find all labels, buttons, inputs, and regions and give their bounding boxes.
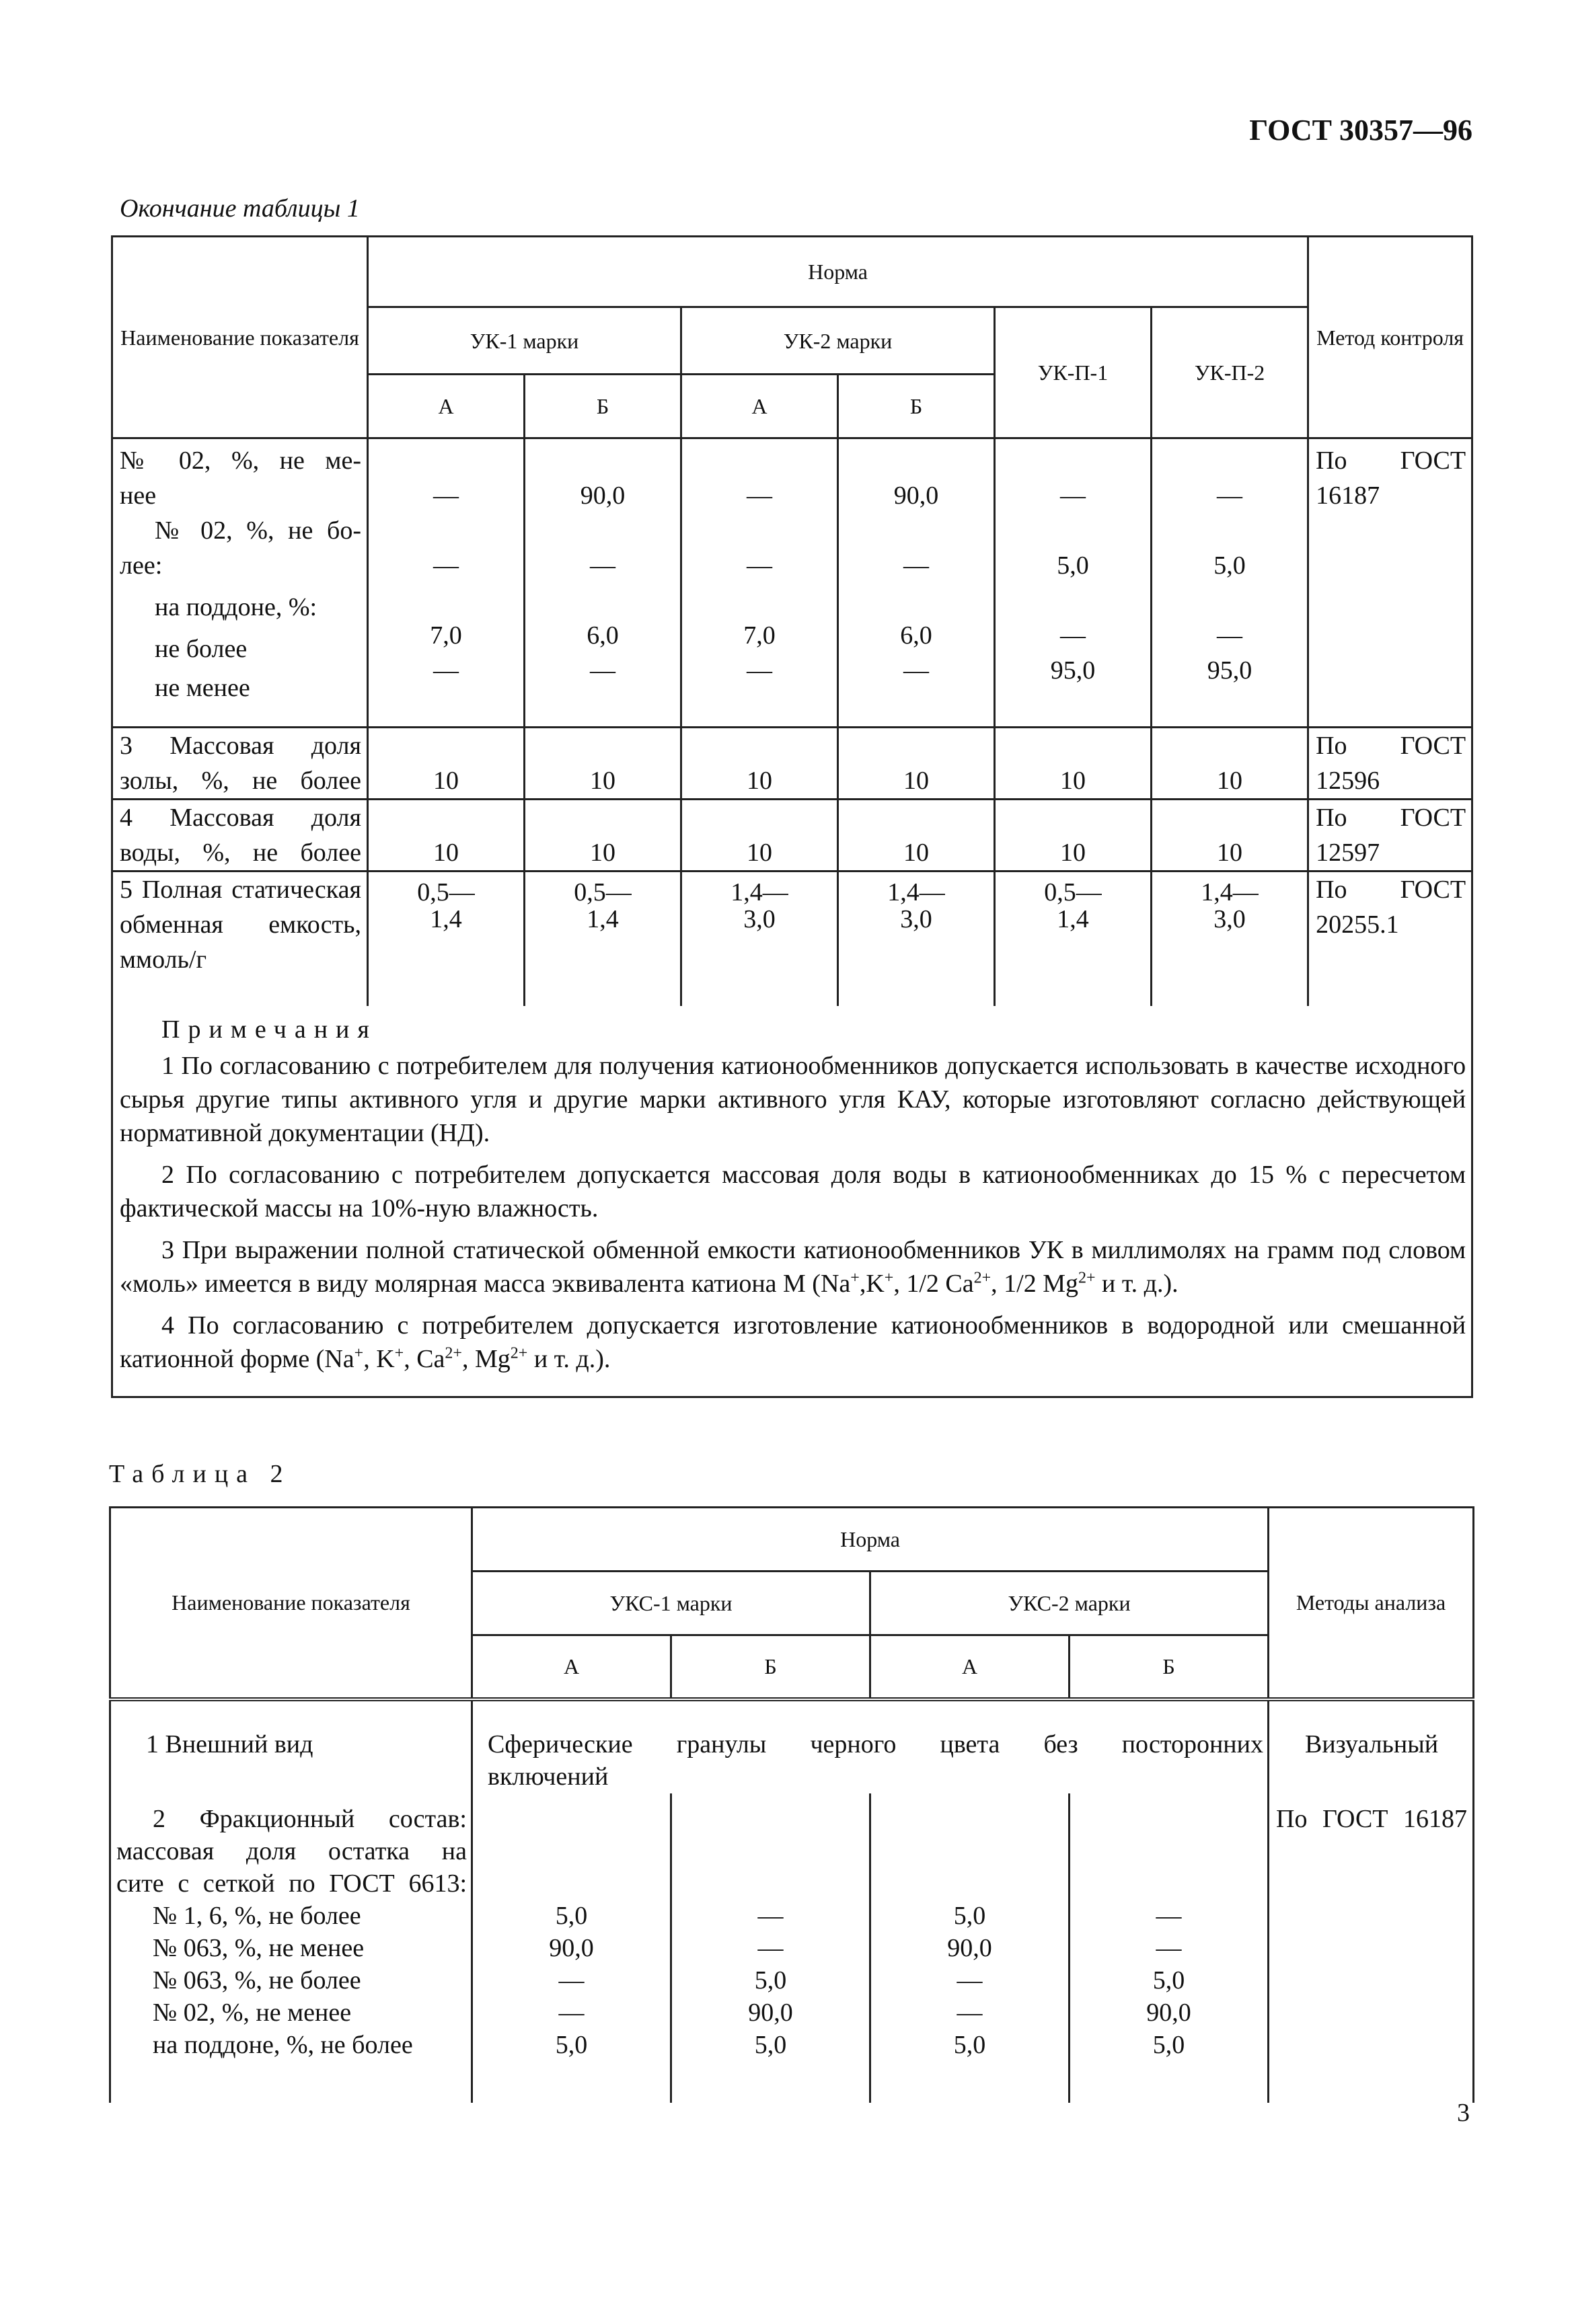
t2-header-uks2-b: Б xyxy=(1070,1635,1269,1699)
t2-value: 90,0 xyxy=(947,1933,992,1962)
t1-value: 6,0 xyxy=(587,621,619,650)
t2-fraction-line: сите с сеткой по ГОСТ 6613: xyxy=(116,1869,467,1898)
t2-value: 5,0 xyxy=(1152,1966,1185,1994)
t1-value: 10 xyxy=(433,767,459,795)
t1-value: 10 xyxy=(1217,767,1243,795)
t1-value: 1,4— xyxy=(887,878,945,906)
t1-value: 5,0 xyxy=(1213,551,1246,580)
t1-row-sieve xyxy=(112,438,1472,728)
t2-header-norm: Норма xyxy=(472,1508,1269,1572)
t2-value: 5,0 xyxy=(1152,2030,1185,2059)
t1-value: — xyxy=(433,656,459,685)
t1-sieve-name-line: не более xyxy=(155,635,248,663)
table-2 xyxy=(109,1506,1474,2103)
t1-sieve-name-line: нее xyxy=(120,481,157,510)
t1-header-method: Метод контроля xyxy=(1308,237,1472,438)
t1-sieve-ukp1 xyxy=(995,438,1152,728)
table-1 xyxy=(111,235,1473,1398)
t2-header-uks1-a: А xyxy=(472,1635,671,1699)
t1-value: 10 xyxy=(747,767,772,795)
t1-method-text: По ГОСТ 16187 xyxy=(1316,447,1466,510)
t2-header-uks2: УКС-2 марки xyxy=(870,1572,1269,1635)
note-3: 3 При выражении полной статической обменной емкости катионообменников УК в миллимолях на грамм под словом «моль» имеется в виду молярная масса эквивалента катиона М (Na+,K+, 1/2 $Ca^{2+}$, 1/2 $Mg^{2+}$ и т. д.). xyxy=(120,1235,1466,1298)
t1-method-text: По ГОСТ 12596 xyxy=(1316,732,1466,795)
note-4: 4 По согласованию с потребителем допускается изготовление катионообменников в водородной или смешанной катионной форме (Na+, K+, $Ca^{2+}$, $Mg^{2+}$ и т. д.). xyxy=(120,1311,1466,1373)
t2-header-uks1: УКС-1 марки xyxy=(472,1572,870,1635)
t1-value: — xyxy=(1217,621,1243,650)
t1-sieve-uk2a xyxy=(681,438,838,728)
t1-header-name: Наименование показателя xyxy=(112,237,368,438)
t1-value: 10 xyxy=(433,839,459,867)
t2-value: — xyxy=(757,1933,784,1962)
t2-sub-name: № 02, %, не менее xyxy=(153,1998,352,2027)
t2-header-uks1-b: Б xyxy=(671,1635,870,1699)
t2-row-appearance xyxy=(110,1699,1474,1793)
t1-value: 10 xyxy=(1217,839,1243,867)
t1-value: — xyxy=(590,551,615,580)
t2-word: черного xyxy=(810,1730,897,1758)
t1-value: — xyxy=(903,656,929,685)
t1-header-uk1: УК-1 марки xyxy=(368,307,681,375)
t1-value: 3,0 xyxy=(1213,905,1246,933)
t1-method-text: По ГОСТ 12597 xyxy=(1316,804,1466,867)
t2-word: Сферические xyxy=(488,1730,633,1758)
table2-title: Таблица 2 xyxy=(109,1460,291,1488)
t1-value: 5,0 xyxy=(1057,551,1089,580)
t2-value: 90,0 xyxy=(549,1933,594,1962)
t1-value: 3,0 xyxy=(743,905,776,933)
t2-header-method: Методы анализа xyxy=(1269,1508,1474,1699)
t2-value: 90,0 xyxy=(748,1998,793,2027)
t1-sieve-uk1a xyxy=(368,438,525,728)
t1-value: 10 xyxy=(747,839,772,867)
t1-value: 1,4 xyxy=(430,905,462,933)
t1-capacity-name: 5 Полная статическая обменная емкость, ммоль/г xyxy=(120,876,361,974)
t2-sub-name: № 1, 6, %, не более xyxy=(153,1901,361,1930)
t1-value: 90,0 xyxy=(580,481,626,510)
t1-value: 90,0 xyxy=(893,481,939,510)
t2-value: — xyxy=(957,1998,983,2027)
t1-value: — xyxy=(747,551,772,580)
t1-value: — xyxy=(590,656,615,685)
t2-word: гранулы xyxy=(676,1730,767,1758)
t2-word: посторонних xyxy=(1121,1730,1263,1758)
t2-value: 5,0 xyxy=(953,2030,986,2059)
t1-value: 0,5— xyxy=(417,878,475,906)
t2-value: — xyxy=(1156,1933,1182,1962)
t2-word: без xyxy=(1043,1730,1078,1758)
standard-code: ГОСТ 30357—96 xyxy=(1249,114,1472,147)
t1-water-name: 4 Массовая доля воды, %, не более xyxy=(120,804,361,867)
t1-value: 1,4 xyxy=(587,905,619,933)
t2-sub-name: № 063, %, не менее xyxy=(153,1933,365,1962)
t1-header-ukp1: УК-П-1 xyxy=(995,307,1152,438)
t1-row-capacity xyxy=(112,872,1472,1006)
t1-value: — xyxy=(433,481,459,510)
t1-value: — xyxy=(1217,481,1243,510)
t1-sieve-method xyxy=(1308,438,1472,728)
t2-header-uks2-a: А xyxy=(870,1635,1070,1699)
t2-appearance-value xyxy=(472,1699,1269,1793)
t2-value: 5,0 xyxy=(754,1966,787,1994)
t2-value: — xyxy=(558,1966,585,1994)
t1-sieve-ukp2 xyxy=(1152,438,1308,728)
t1-value: 0,5— xyxy=(1044,878,1102,906)
t2-value: — xyxy=(957,1966,983,1994)
t2-row-fraction xyxy=(110,1793,1474,2103)
t2-value: 5,0 xyxy=(754,2030,787,2059)
t2-fraction-line: 2 Фракционный состав: xyxy=(153,1804,467,1833)
t1-sieve-name-line: № 02, %, не бо- xyxy=(155,516,361,545)
t1-sieve-uk2b xyxy=(838,438,995,728)
t1-sieve-name-line: на поддоне, %: xyxy=(155,593,317,621)
t1-value: — xyxy=(747,481,772,510)
t2-value: 5,0 xyxy=(555,1901,588,1930)
t1-value: 10 xyxy=(1060,839,1086,867)
t1-method-text: По ГОСТ 20255.1 xyxy=(1316,876,1466,939)
t1-value: — xyxy=(747,656,772,685)
t1-value: — xyxy=(1060,481,1086,510)
t2-header-name: Наименование показателя xyxy=(110,1508,472,1699)
t2-word: цвета xyxy=(940,1730,1000,1758)
t2-value: 5,0 xyxy=(953,1901,986,1930)
t1-header-uk2-b: Б xyxy=(838,375,995,438)
notes-title: Примечания xyxy=(161,1015,377,1044)
t1-value: 6,0 xyxy=(900,621,932,650)
t2-value: 90,0 xyxy=(1146,1998,1191,2027)
t1-row-ash xyxy=(112,728,1472,800)
t1-value: 7,0 xyxy=(430,621,462,650)
t1-value: 3,0 xyxy=(900,905,932,933)
t2-fraction-method: По ГОСТ 16187 xyxy=(1276,1804,1468,1833)
t1-header-uk1-b: Б xyxy=(525,375,681,438)
t1-value: 1,4 xyxy=(1057,905,1089,933)
t2-sub-name: № 063, %, не более xyxy=(153,1966,361,1994)
t1-value: 10 xyxy=(590,767,615,795)
t2-sub-name: на поддоне, %, не более xyxy=(153,2030,413,2059)
t1-sieve-name xyxy=(112,438,368,728)
t1-value: 10 xyxy=(903,839,929,867)
t2-appearance-line2: включений xyxy=(488,1762,609,1791)
t1-sieve-name-line: лее: xyxy=(120,551,163,580)
t1-value: — xyxy=(433,551,459,580)
t2-value: — xyxy=(558,1998,585,2027)
t1-ash-name: 3 Массовая доля золы, %, не более xyxy=(120,732,361,795)
t1-sieve-name-line: № 02, %, не ме- xyxy=(120,447,361,475)
t1-value: 1,4— xyxy=(731,878,788,906)
t1-value: — xyxy=(1060,621,1086,650)
t1-header-uk1-a: А xyxy=(368,375,525,438)
note-2: 2 По согласованию с потребителем допускается массовая доля воды в катионообменниках до 15 % с пересчетом фактической массы на 10%-ную влажность. xyxy=(120,1160,1466,1223)
note-1: 1 По согласованию с потребителем для получения катионообменников допускается использовать в качестве исходного сырья другие типы активного угля и другие марки активного угля КАУ, которые изготовляют согласно действующей нормативной документации (НД). xyxy=(120,1051,1466,1147)
t2-appearance-method: Визуальный xyxy=(1305,1730,1439,1758)
t1-value: — xyxy=(903,551,929,580)
t1-header-uk2-a: А xyxy=(681,375,838,438)
t1-row-water xyxy=(112,800,1472,872)
table1-continuation-title: Окончание таблицы 1 xyxy=(120,194,360,223)
t1-notes xyxy=(112,1006,1472,1397)
t1-value: 95,0 xyxy=(1050,656,1096,685)
t1-value: 95,0 xyxy=(1207,656,1252,685)
t2-value: — xyxy=(757,1901,784,1930)
t1-value: 0,5— xyxy=(574,878,632,906)
page-number: 3 xyxy=(1457,2099,1470,2127)
t2-appearance-name: 1 Внешний вид xyxy=(146,1730,313,1758)
t1-sieve-name-line: не менее xyxy=(155,674,250,702)
t1-sieve-uk1b xyxy=(525,438,681,728)
t2-fraction-line: массовая доля остатка на xyxy=(116,1836,467,1865)
t2-value: 5,0 xyxy=(555,2030,588,2059)
t1-value: 1,4— xyxy=(1201,878,1259,906)
t2-value: — xyxy=(1156,1901,1182,1930)
t2-fraction-name xyxy=(110,1793,472,2103)
t1-value: 10 xyxy=(590,839,615,867)
t1-value: 7,0 xyxy=(743,621,776,650)
t1-header-norm: Норма xyxy=(368,237,1308,307)
t1-header-ukp2: УК-П-2 xyxy=(1152,307,1308,438)
t1-header-uk2: УК-2 марки xyxy=(681,307,995,375)
t1-value: 10 xyxy=(903,767,929,795)
t1-value: 10 xyxy=(1060,767,1086,795)
